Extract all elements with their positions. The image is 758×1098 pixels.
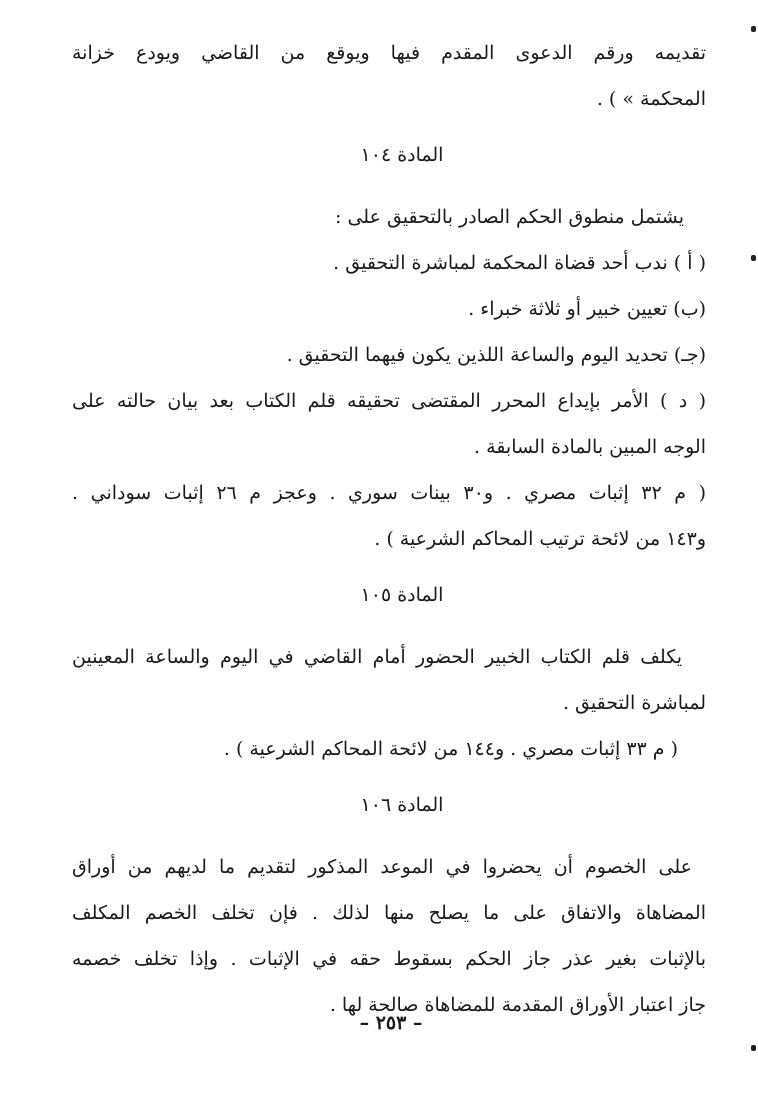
article-104-reference: ( م ٣٢ إثبات مصري . و٣٠ بينات سوري . وعجز م ٢٦ إثبات سوداني . [72, 482, 707, 504]
article-104-line-1: يشتمل منطوق الحكم الصادر بالتحقيق على : [335, 206, 684, 228]
intro-line-1: تقديمه ورقم الدعوى المقدم فيها ويوقع من القاضي ويودع خزانة [72, 42, 706, 64]
article-104-reference-cont: و١٤٣ من لائحة ترتيب المحاكم الشرعية ) . [374, 528, 706, 550]
article-105-line-2: لمباشرة التحقيق . [562, 692, 706, 714]
article-105-line-1: يكلف قلم الكتاب الخبير الحضور أمام القاضي في اليوم والساعة المعينين [72, 646, 682, 668]
article-106-line-4: جاز اعتبار الأوراق المقدمة للمضاهاة صالحة لها . [329, 994, 706, 1016]
article-104-item-d-cont: الوجه المبين بالمادة السابقة . [474, 436, 706, 458]
margin-mark-bottom [751, 1045, 756, 1051]
document-page [72, 30, 706, 1080]
article-105-reference: ( م ٣٣ إثبات مصري . و١٤٤ من لائحة المحاكم الشرعية ) . [223, 738, 678, 760]
article-104-item-a: ( أ ) ندب أحد قضاة المحكمة لمباشرة التحقيق . [333, 252, 706, 274]
article-106-line-1: على الخصوم أن يحضروا في الموعد المذكور لتقديم ما لديهم من أوراق [72, 856, 692, 878]
article-106-line-2: المضاهاة والاتفاق على ما يصلح منها لذلك . فإن تخلف الخصم المكلف [72, 902, 706, 924]
article-104-item-d: ( د ) الأمر بإيداع المحرر المقتضى تحقيقه قلم الكتاب بعد بيان حالته على [72, 390, 706, 412]
article-104-item-b: (ب) تعيين خبير أو ثلاثة خبراء . [468, 298, 706, 320]
margin-mark-top [751, 26, 756, 32]
article-105-heading: المادة ١٠٥ [360, 584, 444, 606]
margin-mark-middle [751, 255, 756, 261]
article-106-line-3: بالإثبات بغير عذر جاز الحكم بسقوط حقه في الإثبات . وإذا تخلف خصمه [72, 948, 706, 970]
page-number: – ٢٥٣ – [359, 1012, 423, 1034]
article-104-item-c: (جـ) تحديد اليوم والساعة اللذين يكون فيهما التحقيق . [286, 344, 706, 366]
intro-line-2: المحكمة » ) . [596, 88, 706, 110]
article-106-heading: المادة ١٠٦ [360, 794, 444, 816]
article-104-heading: المادة ١٠٤ [360, 144, 444, 166]
